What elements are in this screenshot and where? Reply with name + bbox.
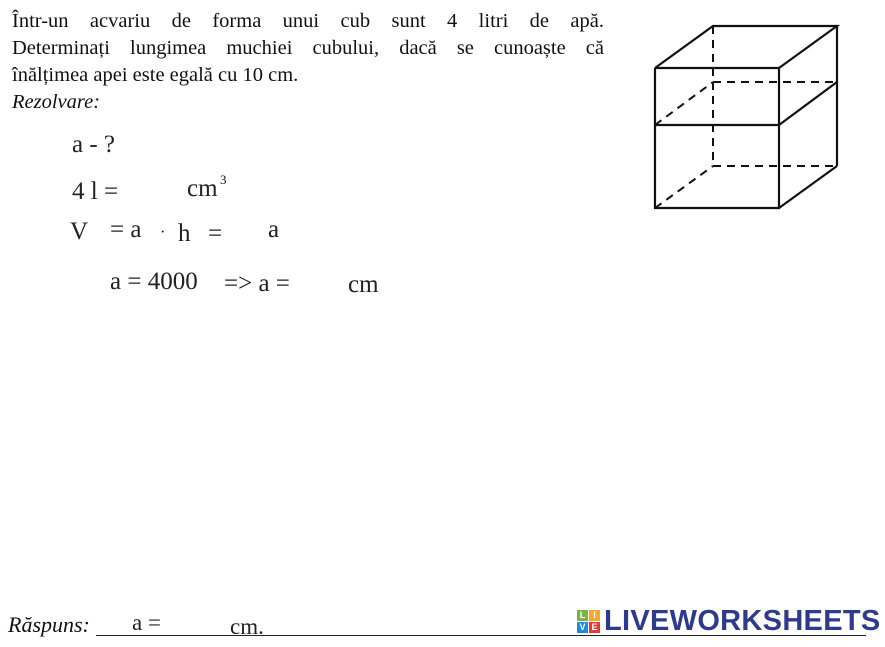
result-left: a = 4000 xyxy=(110,268,198,295)
logo-text: LIVEWORKSHEETS xyxy=(604,605,881,637)
solution-label: Rezolvare: xyxy=(12,91,101,113)
volume-eq-a: = a xyxy=(110,216,142,243)
cube-hidden-bottom-left xyxy=(655,166,713,208)
cube-top-back-edge xyxy=(655,26,837,68)
volume-coefficient-input[interactable] xyxy=(230,218,266,246)
result-unit: cm xyxy=(348,271,379,298)
cube-right-bottom-edge xyxy=(779,166,837,208)
volume-symbol: V xyxy=(70,218,89,245)
water-level-right xyxy=(779,82,837,125)
answer-input[interactable] xyxy=(172,610,226,636)
conversion-exponent: 3 xyxy=(220,172,227,187)
logo-mark-icon xyxy=(577,610,600,633)
logo-mark-e: E xyxy=(589,622,600,633)
logo-mark-i: I xyxy=(589,610,600,621)
volume-power-input[interactable] xyxy=(146,214,158,232)
answer-var: a = xyxy=(132,610,161,635)
volume-a: a xyxy=(268,216,280,243)
conversion-input[interactable] xyxy=(128,178,184,206)
volume-eq2: = xyxy=(208,220,223,247)
result-power-input[interactable] xyxy=(98,268,110,284)
problem-line-3: înălțimea apei este egală cu 10 cm. xyxy=(12,64,299,86)
answer-unit: cm. xyxy=(230,614,264,639)
given-unknown: a - ? xyxy=(72,131,116,158)
logo-mark-l: L xyxy=(577,610,588,621)
water-hidden-left xyxy=(655,82,713,125)
volume-subscript-input[interactable] xyxy=(92,222,106,246)
problem-line-1: Într-un acvariu de forma unui cub sunt 4 litri de apă. xyxy=(12,10,604,32)
conversion-left: 4 l = xyxy=(72,178,119,205)
conversion-unit: cm xyxy=(187,175,218,202)
cube-front-face xyxy=(655,68,779,208)
problem-line-2: Determinați lungimea muchiei cubului, dacă se cunoaște că xyxy=(12,37,604,59)
result-input[interactable] xyxy=(302,270,346,298)
liveworksheets-logo xyxy=(577,606,881,636)
answer-label: Răspuns: xyxy=(8,612,90,637)
cube-diagram xyxy=(650,20,840,210)
volume-dot: · xyxy=(160,224,166,241)
logo-mark-v: V xyxy=(577,622,588,633)
result-arrow: => a = xyxy=(224,270,290,297)
volume-h: h xyxy=(178,220,191,247)
volume-a-power-input[interactable] xyxy=(284,212,298,230)
problem-text xyxy=(12,8,604,116)
